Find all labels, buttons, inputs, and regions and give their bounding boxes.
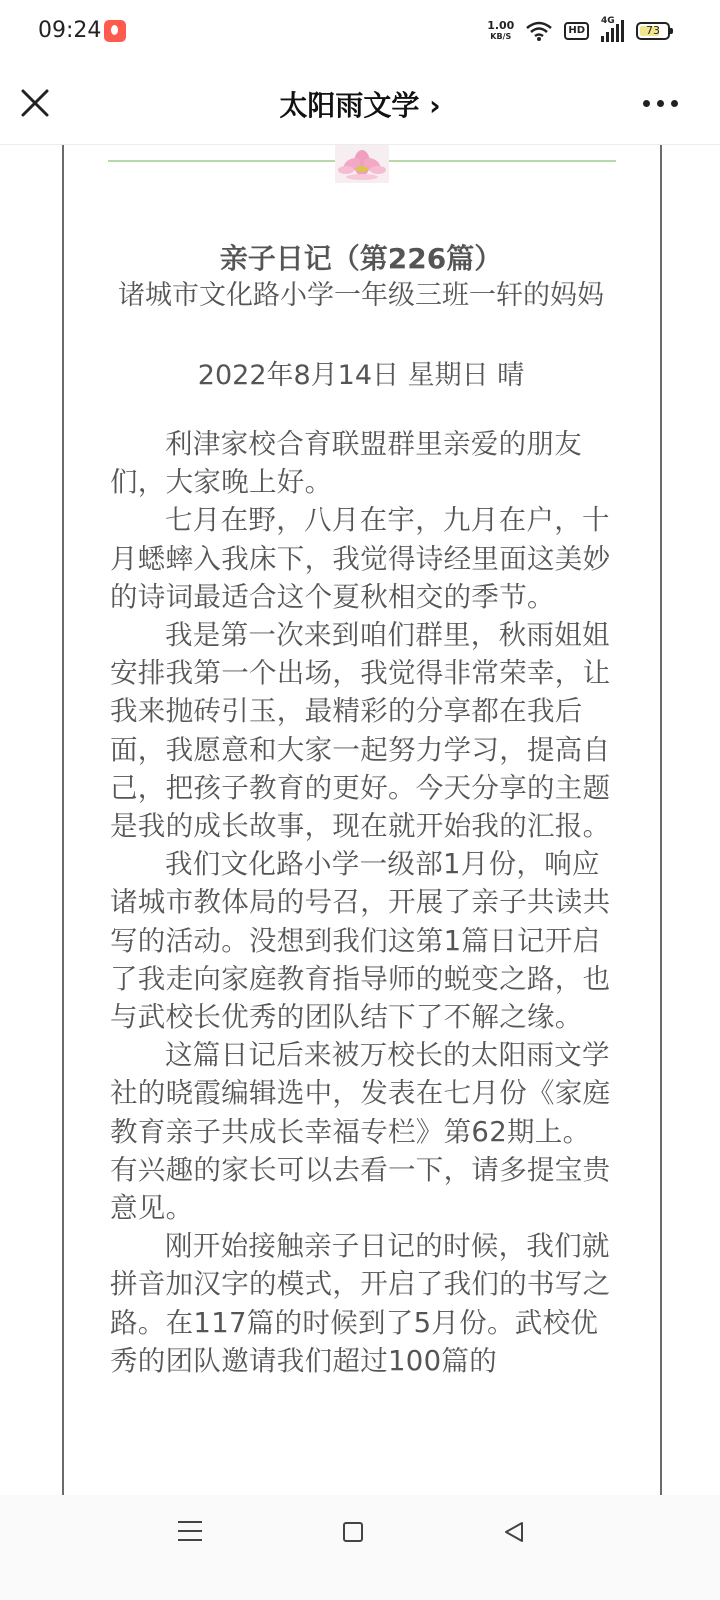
article-body bbox=[110, 425, 614, 1380]
wifi-icon bbox=[526, 21, 552, 41]
paragraph: 七月在野，八月在宇，九月在户，十月蟋蟀入我床下，我觉得诗经里面这美妙的诗词最适合这个夏秋相交的季节。 bbox=[110, 504, 611, 613]
paragraph: 利津家校合育联盟群里亲爱的朋友们，大家晚上好。 bbox=[110, 428, 582, 499]
network-speed bbox=[487, 20, 514, 42]
system-navigation-bar bbox=[0, 1495, 720, 1600]
lotus-icon bbox=[335, 145, 389, 183]
hd-badge: HD bbox=[564, 22, 589, 40]
frame-border-right bbox=[660, 145, 662, 1495]
paragraph: 刚开始接触亲子日记的时候，我们就拼音加汉字的模式，开启了我们的书写之路。在117篇的时候到了5月份。武校优秀的团队邀请我们超过100篇的 bbox=[110, 1230, 611, 1377]
more-icon-dot bbox=[657, 100, 664, 107]
divider-line-left bbox=[108, 160, 338, 162]
article-date: 2022年8月14日 星期日 晴 bbox=[197, 360, 525, 391]
status-bar bbox=[0, 0, 720, 64]
more-options-button[interactable] bbox=[643, 100, 678, 107]
network-speed-unit: KB/S bbox=[490, 32, 512, 41]
paragraph: 我是第一次来到咱们群里，秋雨姐姐安排我第一个出场，我觉得非常荣幸，让我来抛砖引玉，最精彩的分享都在我后面，我愿意和大家一起努力学习，提高自己，把孩子教育的更好。今天分享的主题是我的成长故事，现在就开始我的汇报。 bbox=[110, 619, 611, 843]
article-title: 亲子日记（第226篇） bbox=[219, 242, 503, 275]
battery-level: 73 bbox=[646, 24, 660, 37]
notification-app-icon bbox=[104, 20, 126, 42]
network-speed-value: 1.00 bbox=[487, 19, 515, 32]
paragraph: 这篇日记后来被万校长的太阳雨文学社的晓霞编辑选中，发表在七月份《家庭教育亲子共成长幸福专栏》第62期上。有兴趣的家长可以去看一下，请多提宝贵意见。 bbox=[110, 1039, 611, 1225]
signal-type-label: 4G bbox=[601, 16, 615, 26]
battery-icon bbox=[636, 22, 670, 40]
paragraph: 我们文化路小学一级部1月份，响应诸城市教体局的号召，开展了亲子共读共写的活动。没想到我们这第1篇日记开启了我走向家庭教育指导师的蜕变之路，也与武校长优秀的团队结下了不解之缘。 bbox=[110, 848, 611, 1034]
page-title[interactable]: 太阳雨文学 › bbox=[279, 89, 441, 122]
back-icon[interactable] bbox=[503, 1520, 525, 1544]
status-indicators bbox=[487, 16, 670, 46]
menu-icon[interactable] bbox=[178, 1521, 202, 1543]
more-icon-dot bbox=[643, 100, 650, 107]
frame-border-left bbox=[62, 145, 64, 1495]
article-container[interactable] bbox=[0, 145, 720, 1495]
status-time: 09:24 bbox=[38, 18, 102, 43]
home-icon[interactable] bbox=[343, 1522, 363, 1542]
divider-line-right bbox=[386, 160, 616, 162]
cellular-signal-icon bbox=[601, 16, 624, 42]
article-byline: 诸城市文化路小学一年级三班一轩的妈妈 bbox=[118, 280, 604, 311]
more-icon-dot bbox=[671, 100, 678, 107]
title-bar bbox=[0, 64, 720, 145]
